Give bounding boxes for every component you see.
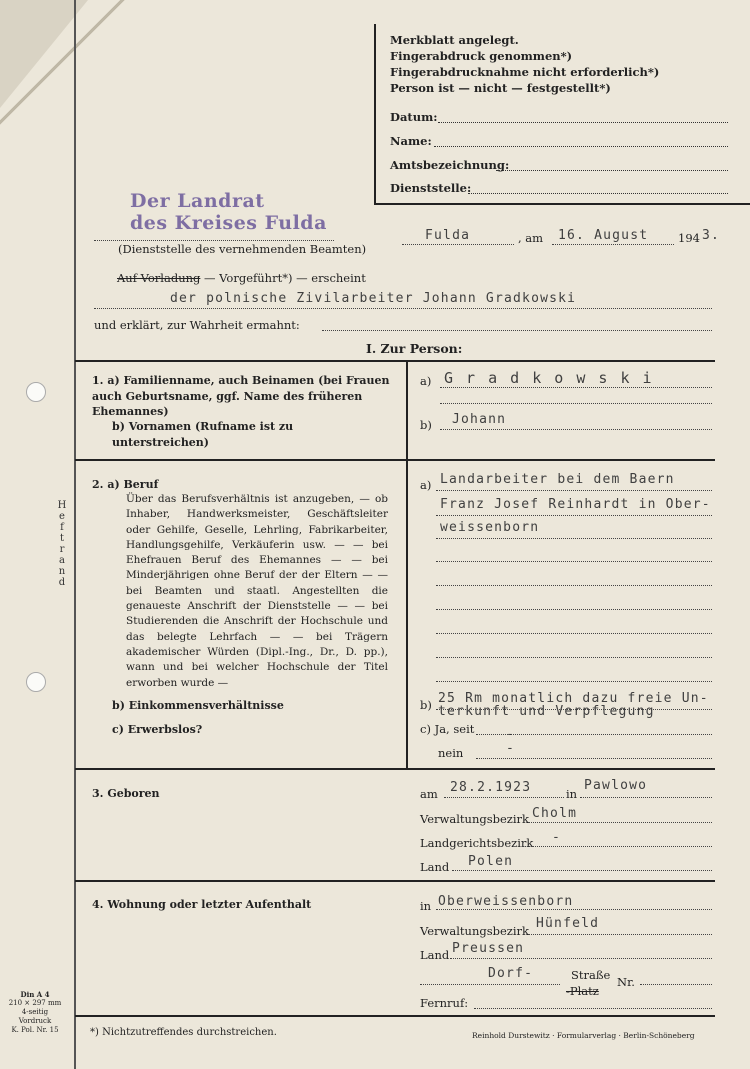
vorladung-struck: Auf Vorladung bbox=[117, 271, 201, 285]
heftrand-letter: t bbox=[59, 533, 65, 544]
heftrand-letter: e bbox=[59, 511, 65, 522]
s2-a-line[interactable] bbox=[436, 681, 712, 682]
s2-c-prefix: c) Ja, seit bbox=[420, 722, 475, 736]
s2-instructions: Über das Berufsverhältnis ist anzugeben, — ob Inhaber, Handwerksmeister, Geschäftsleiter oder Gehilfe, Geselle, Lehrling, Fabrikarbeiter, Handlungsgehilfe, Verkäuferin usw. — — bei Ehefrauen Beruf des Ehemannes — — bei Minderjährigen ohne Beruf der der Eltern — — bei Beamten und staatl. Angestellten die genaueste Anschrift der Dienststelle — — bei Studierenden die Anschrift der Hochschule und das belegte Lehrfach — — bei Trägern akademischer Würden (Dipl.-Ing., Dr., D. pp.), wann und bei welcher Hochschule der Titel erworben wurde — bbox=[126, 493, 388, 689]
s4-strasse: Straße bbox=[571, 968, 611, 982]
name-label: Name: bbox=[390, 134, 432, 148]
s4-in-value: Oberweissenborn bbox=[438, 894, 574, 909]
s2-dash: - bbox=[506, 727, 516, 742]
erklaert-text: und erklärt, zur Wahrheit ermahnt: bbox=[94, 318, 300, 332]
s1-a-prefix: a) bbox=[420, 374, 432, 388]
s4-street-line[interactable] bbox=[420, 984, 560, 985]
s1-b-label: b) Vornamen (Rufname ist zu unterstreichen) bbox=[112, 420, 294, 449]
s2-b-label: b) Einkommensverhältnisse bbox=[112, 699, 284, 712]
s4-fernruf-line[interactable] bbox=[474, 1008, 712, 1009]
table-top-rule bbox=[75, 360, 715, 362]
s2-head: 2. a) Beruf bbox=[92, 478, 159, 491]
s3-verwaltung: Verwaltungsbezirk bbox=[420, 812, 529, 826]
s2-einkommen-line2: terkunft und Verpflegung bbox=[438, 704, 655, 719]
s4-in: in bbox=[420, 899, 432, 913]
din-line: K. Pol. Nr. 15 bbox=[11, 1026, 59, 1034]
s4-land-line[interactable] bbox=[450, 958, 712, 959]
s2-beruf-line2: Franz Josef Reinhardt in Ober- bbox=[440, 497, 711, 512]
person-value: der polnische Zivilarbeiter Johann Gradkowski bbox=[170, 291, 577, 306]
heftrand-letter: a bbox=[59, 555, 65, 566]
table-bottom-rule bbox=[75, 1015, 715, 1017]
row-divider bbox=[75, 459, 715, 461]
s3-landgericht: Landgerichtsbezirk bbox=[420, 836, 534, 850]
s4-verwaltung: Verwaltungsbezirk bbox=[420, 924, 529, 938]
heftrand-letter: n bbox=[58, 566, 66, 577]
s2-a-line[interactable] bbox=[436, 633, 712, 634]
dienst-field[interactable] bbox=[468, 193, 728, 194]
s1-b-prefix: b) bbox=[420, 418, 432, 432]
amt-field[interactable] bbox=[496, 170, 728, 171]
datum-field[interactable] bbox=[438, 122, 728, 123]
s2-a-line[interactable] bbox=[436, 609, 712, 610]
s3-in: in bbox=[566, 787, 578, 801]
stamp-line: Der Landrat bbox=[130, 190, 265, 212]
s3-land-value: Polen bbox=[468, 854, 514, 869]
s1-vorname: Johann bbox=[452, 412, 507, 427]
s2-a-line[interactable] bbox=[436, 657, 712, 658]
row-divider bbox=[75, 880, 715, 882]
table-divider bbox=[406, 360, 408, 768]
s4-verwaltung-value: Hünfeld bbox=[536, 916, 600, 931]
name-field[interactable] bbox=[434, 146, 728, 147]
s3-place: Pawlowo bbox=[584, 778, 648, 793]
date-line bbox=[552, 244, 674, 245]
place-value: Fulda bbox=[425, 228, 471, 243]
s3-label: 3. Geboren bbox=[92, 787, 160, 800]
s3-verwaltung-value: Cholm bbox=[532, 806, 578, 821]
s3-verwaltung-line[interactable] bbox=[528, 822, 712, 823]
s2-beruf-line3: weissenborn bbox=[440, 520, 540, 535]
heftrand-letter: H bbox=[57, 500, 67, 511]
person-line bbox=[94, 308, 712, 309]
official-notes-box bbox=[374, 24, 750, 205]
note-line: Fingerabdrucknahme nicht erforderlich*) bbox=[390, 65, 660, 79]
s1-a-line2[interactable] bbox=[440, 403, 712, 404]
s2-a-line[interactable] bbox=[436, 538, 712, 539]
note-line: Merkblatt angelegt. bbox=[390, 33, 519, 47]
s2-c-label: c) Erwerbslos? bbox=[112, 723, 203, 736]
stamp-line: des Kreises Fulda bbox=[130, 212, 327, 234]
s1-familienname: G r a d k o w s k i bbox=[444, 369, 654, 387]
punch-hole bbox=[26, 382, 46, 402]
section-title: I. Zur Person: bbox=[366, 341, 463, 356]
s4-fernruf: Fernruf: bbox=[420, 996, 469, 1010]
s3-date-line[interactable] bbox=[444, 797, 564, 798]
s3-land-line[interactable] bbox=[452, 870, 712, 871]
s2-b-prefix: b) bbox=[420, 698, 432, 712]
s4-land: Land bbox=[420, 948, 450, 962]
s4-nr-line[interactable] bbox=[640, 984, 712, 985]
footnote: *) Nichtzutreffendes durchstreichen. bbox=[90, 1027, 277, 1038]
heftrand-letter: f bbox=[60, 522, 64, 533]
note-line: Fingerabdruck genommen*) bbox=[390, 49, 573, 63]
dienststelle-line bbox=[94, 240, 334, 241]
s1-b-line[interactable] bbox=[440, 429, 712, 430]
s4-in-line[interactable] bbox=[436, 909, 712, 910]
amt-label: Amtsbezeichnung: bbox=[390, 158, 510, 172]
s3-place-line[interactable] bbox=[580, 797, 712, 798]
din-line: 210 × 297 mm bbox=[8, 999, 62, 1007]
dienststelle-caption: (Dienststelle des vernehmenden Beamten) bbox=[118, 242, 367, 256]
date-value: 16. August bbox=[558, 228, 649, 243]
s4-nr: Nr. bbox=[617, 975, 635, 989]
s3-date: 28.2.1923 bbox=[450, 780, 532, 795]
s4-label: 4. Wohnung oder letzter Aufenthalt bbox=[92, 898, 312, 911]
s4-verwaltung-line[interactable] bbox=[528, 934, 712, 935]
s2-a-line[interactable] bbox=[436, 561, 712, 562]
heftrand-label bbox=[56, 500, 68, 588]
s2-a-line[interactable] bbox=[436, 490, 712, 491]
s2-b-line[interactable] bbox=[436, 709, 712, 710]
din-line: Vordruck bbox=[18, 1017, 52, 1025]
s3-land: Land bbox=[420, 860, 450, 874]
row-divider bbox=[75, 768, 715, 770]
s4-land-value: Preussen bbox=[452, 941, 525, 956]
s2-nein: nein bbox=[438, 746, 464, 760]
date-am: , am bbox=[518, 231, 544, 245]
s2-beruf-line1: Landarbeiter bei dem Baern bbox=[440, 472, 675, 487]
s2-a-line[interactable] bbox=[436, 515, 712, 516]
year-prefix: 194 bbox=[678, 231, 700, 245]
din-info bbox=[0, 990, 70, 1035]
dienst-label: Dienststelle: bbox=[390, 181, 472, 195]
s3-landgericht-value: - bbox=[552, 830, 562, 845]
punch-hole bbox=[26, 672, 46, 692]
vorladung-line bbox=[117, 271, 366, 286]
s2-a-line[interactable] bbox=[436, 585, 712, 586]
heftrand-letter: r bbox=[59, 544, 65, 555]
s3-landgericht-line[interactable] bbox=[522, 846, 712, 847]
erklaert-line bbox=[322, 330, 712, 331]
place-line bbox=[402, 244, 514, 245]
s2-a-prefix: a) bbox=[420, 478, 432, 492]
s3-am: am bbox=[420, 787, 438, 801]
s4-platz: -Platz bbox=[566, 984, 599, 998]
datum-label: Datum: bbox=[390, 110, 438, 124]
s4-dorf: Dorf- bbox=[488, 966, 534, 981]
heftrand-letter: d bbox=[58, 577, 66, 588]
year-digit: 3. bbox=[702, 228, 721, 243]
din-line: Din A 4 bbox=[20, 990, 50, 999]
s1-a-line[interactable] bbox=[440, 387, 712, 388]
s1-a-label: 1. a) Familienname, auch Beinamen (bei Frauen auch Geburtsname, ggf. Name des früheren Ehemannes) bbox=[92, 374, 390, 418]
vorladung-rest: — Vorgeführt*) — erscheint bbox=[200, 271, 366, 285]
s2-einkommen-line1: 25 Rm monatlich dazu freie Un- bbox=[438, 691, 709, 706]
s2-nein-dash: - bbox=[506, 741, 516, 756]
publisher: Reinhold Durstewitz · Formularverlag · Berlin-Schöneberg bbox=[472, 1031, 695, 1040]
note-line: Person ist — nicht — festgestellt*) bbox=[390, 81, 611, 95]
margin-line bbox=[74, 0, 76, 1069]
s2-nein-line[interactable] bbox=[476, 758, 712, 759]
din-line: 4-seitig bbox=[21, 1008, 49, 1016]
